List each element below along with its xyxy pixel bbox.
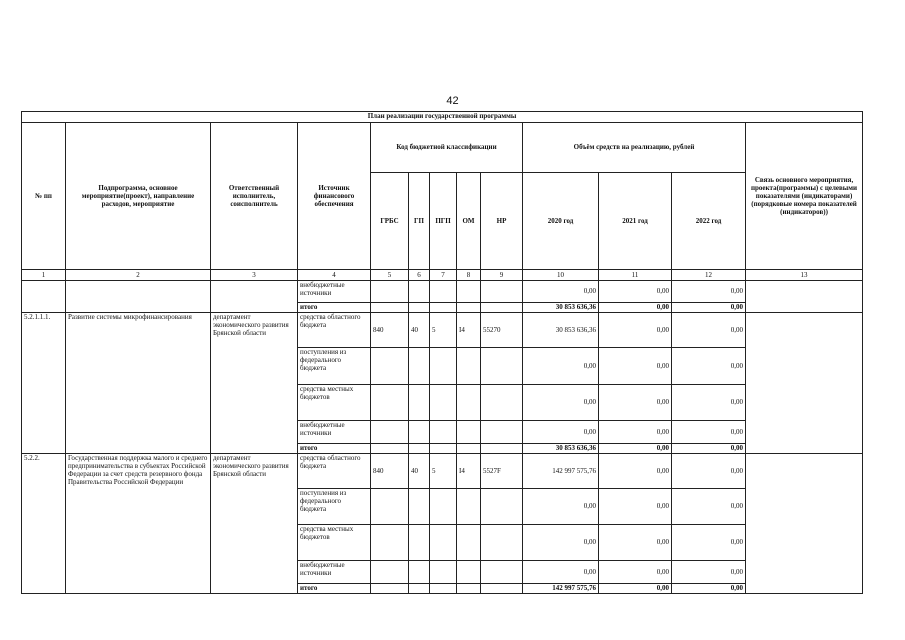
table-row (22, 313, 863, 348)
value-2022: 0,00 (672, 489, 746, 525)
source-cell: итого (298, 444, 371, 454)
table-row (22, 281, 863, 303)
value-2022: 0,00 (672, 303, 746, 313)
value-2022: 0,00 (672, 313, 746, 348)
source-cell: средства областного бюджета (298, 313, 371, 348)
col-number: 2 (66, 270, 211, 281)
header-gp: ГП (409, 173, 430, 270)
source-cell: средства областного бюджета (298, 454, 371, 489)
value-2022: 0,00 (672, 584, 746, 594)
code-nr: 5527F (481, 454, 523, 489)
value-2021: 0,00 (599, 303, 672, 313)
header-grbs: ГРБС (371, 173, 409, 270)
source-cell: поступления из федерального бюджета (298, 348, 371, 385)
value-2020: 0,00 (523, 489, 599, 525)
code-om: I4 (457, 454, 481, 489)
source-cell: внебюджетные источники (298, 421, 371, 444)
header-om: ОМ (457, 173, 481, 270)
measure-name: Государственная поддержка малого и среднего предпринимательства в субъектах Российской Федерации за счет средств резервного фонда Правительства Российской Федерации (66, 454, 211, 594)
header-link: Связь основного мероприятия, проекта(программы) с целевыми показателями (индикаторами) (порядковые номера показателей (индикаторов)) (746, 123, 863, 270)
value-2021: 0,00 (599, 525, 672, 561)
value-2021: 0,00 (599, 584, 672, 594)
table-title: План реализации государственной программы (22, 112, 863, 123)
value-2020: 0,00 (523, 281, 599, 303)
table-row (22, 454, 863, 489)
source-cell: итого (298, 584, 371, 594)
code-gp: 40 (409, 454, 430, 489)
code-om: I4 (457, 313, 481, 348)
header-pgp: ПГП (430, 173, 457, 270)
value-2020: 30 853 636,36 (523, 313, 599, 348)
value-2022: 0,00 (672, 348, 746, 385)
col-number: 6 (409, 270, 430, 281)
col-number: 4 (298, 270, 371, 281)
header-2020: 2020 год (523, 173, 599, 270)
value-2022: 0,00 (672, 444, 746, 454)
source-cell: средства местных бюджетов (298, 525, 371, 561)
value-2022: 0,00 (672, 281, 746, 303)
row-number: 5.2.1.1.1. (22, 313, 66, 454)
source-cell: поступления из федерального бюджета (298, 489, 371, 525)
header-nr: НР (481, 173, 523, 270)
value-2021: 0,00 (599, 313, 672, 348)
value-2022: 0,00 (672, 421, 746, 444)
executor-name: департамент экономического развития Брянской области (211, 313, 298, 454)
col-number: 13 (746, 270, 863, 281)
col-number: 12 (672, 270, 746, 281)
value-2020: 0,00 (523, 525, 599, 561)
code-pgp: 5 (430, 313, 457, 348)
value-2021: 0,00 (599, 281, 672, 303)
col-number: 8 (457, 270, 481, 281)
value-2021: 0,00 (599, 454, 672, 489)
value-2021: 0,00 (599, 385, 672, 421)
value-2020: 0,00 (523, 348, 599, 385)
source-cell: внебюджетные источники (298, 561, 371, 584)
code-gp: 40 (409, 313, 430, 348)
header-num: № пп (22, 123, 66, 270)
header-source: Источник финансового обеспечения (298, 123, 371, 270)
code-pgp: 5 (430, 454, 457, 489)
code-grbs: 840 (371, 313, 409, 348)
col-number: 9 (481, 270, 523, 281)
value-2021: 0,00 (599, 489, 672, 525)
source-cell: итого (298, 303, 371, 313)
value-2020: 30 853 636,36 (523, 303, 599, 313)
header-executor: Ответственный исполнитель, соисполнитель (211, 123, 298, 270)
header-2022: 2022 год (672, 173, 746, 270)
value-2020: 0,00 (523, 385, 599, 421)
value-2020: 142 997 575,76 (523, 584, 599, 594)
col-number: 3 (211, 270, 298, 281)
value-2022: 0,00 (672, 454, 746, 489)
page-number: 42 (446, 95, 459, 107)
col-number: 7 (430, 270, 457, 281)
col-number: 1 (22, 270, 66, 281)
value-2022: 0,00 (672, 561, 746, 584)
header-2021: 2021 год (599, 173, 672, 270)
value-2020: 142 997 575,76 (523, 454, 599, 489)
header-subprogram: Подпрограмма, основное мероприятие(проект), направление расходов, мероприятие (66, 123, 211, 270)
value-2020: 30 853 636,36 (523, 444, 599, 454)
measure-name: Развитие системы микрофинансирования (66, 313, 211, 454)
col-number: 10 (523, 270, 599, 281)
header-funds: Объём средств на реализацию, рублей (523, 123, 746, 173)
source-cell: средства местных бюджетов (298, 385, 371, 421)
header-budget-code: Код бюджетной классификации (371, 123, 523, 173)
col-number: 11 (599, 270, 672, 281)
value-2020: 0,00 (523, 421, 599, 444)
program-plan-table (21, 111, 863, 594)
value-2021: 0,00 (599, 561, 672, 584)
executor-name: департамент экономического развития Брянской области (211, 454, 298, 594)
code-grbs: 840 (371, 454, 409, 489)
value-2021: 0,00 (599, 348, 672, 385)
value-2020: 0,00 (523, 561, 599, 584)
code-nr: 55270 (481, 313, 523, 348)
col-number: 5 (371, 270, 409, 281)
value-2022: 0,00 (672, 525, 746, 561)
source-cell: внебюджетные источники (298, 281, 371, 303)
value-2021: 0,00 (599, 421, 672, 444)
row-number: 5.2.2. (22, 454, 66, 594)
value-2021: 0,00 (599, 444, 672, 454)
value-2022: 0,00 (672, 385, 746, 421)
